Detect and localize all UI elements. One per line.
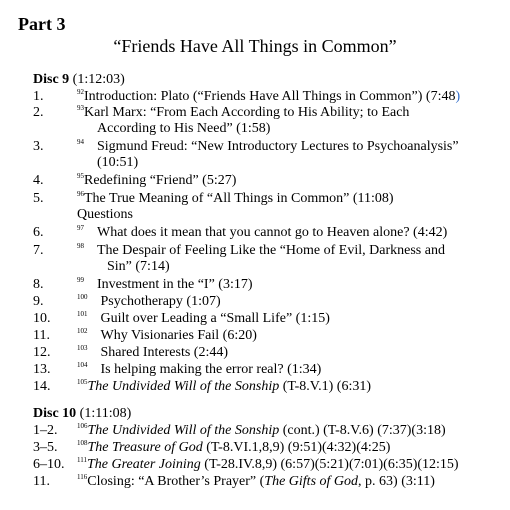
disc-label: Disc 10 <box>33 406 77 421</box>
item-text: $^{102}$ Why Visionaries Fail (6:20) <box>77 327 257 343</box>
item-number: 4. <box>33 173 44 188</box>
footnote-ref: 93 <box>77 104 84 112</box>
footnote-ref: 111 <box>77 456 87 464</box>
item-number: 9. <box>33 294 44 309</box>
item-text-continuation: According to His Need” (1:58) <box>97 121 271 136</box>
work-title: The Gifts of God <box>264 474 359 489</box>
footnote-ref: 100 <box>77 293 88 301</box>
closing-paren: ) <box>455 89 461 104</box>
item-text: $^{99}$ Investment in the “I” (3:17) <box>77 276 253 292</box>
item-number: 3–5. <box>33 440 58 455</box>
work-title: The Treasure of God <box>87 440 203 455</box>
footnote-ref: 97 <box>77 224 84 232</box>
item-text: $^{105}$The Undivided Will of the Sonship (T-8.V.1) (6:31) <box>77 378 371 394</box>
item-number: 11. <box>33 474 50 489</box>
footnote-ref: 95 <box>77 172 84 180</box>
item-text: $^{108}$The Treasure of God (T-8.VI.1,8,9) (9:51)(4:32)(4:25) <box>77 439 391 455</box>
item-text: $^{103}$ Shared Interests (2:44) <box>77 344 229 360</box>
section-title: “Friends Have All Things in Common” <box>113 36 397 56</box>
item-text: $^{98}$ The Despair of Feeling Like the “Home of Evil, Darkness and <box>77 242 445 258</box>
work-title: The Greater Joining <box>86 457 201 472</box>
item-number: 14. <box>33 379 51 394</box>
footnote-ref: 99 <box>77 276 84 284</box>
work-title: The Undivided Will of the Sonship <box>87 379 280 394</box>
item-number: 1. <box>33 89 44 104</box>
item-number: 10. <box>33 311 51 326</box>
footnote-ref: 98 <box>77 242 84 250</box>
work-title: The Undivided Will of the Sonship <box>87 423 280 438</box>
part-heading: Part 3 <box>18 14 66 34</box>
item-number: 7. <box>33 243 44 258</box>
item-number: 6. <box>33 225 44 240</box>
footnote-ref: 104 <box>77 361 88 369</box>
item-text: $^{95}$Redefining “Friend” (5:27) <box>77 172 237 188</box>
item-text: $^{111}$The Greater Joining (T-28.IV.8,9) (6:57)(5:21)(7:01)(6:35)(12:15) <box>77 456 459 472</box>
footnote-ref: 105 <box>77 378 88 386</box>
disc-9-heading <box>33 72 125 88</box>
footnote-ref: 102 <box>77 327 88 335</box>
item-number: 2. <box>33 105 44 120</box>
item-text: $^{101}$ Guilt over Leading a “Small Life” (1:15) <box>77 310 330 326</box>
footnote-ref: 103 <box>77 344 88 352</box>
item-number: 3. <box>33 139 44 154</box>
footnote-ref: 108 <box>77 439 88 447</box>
item-text: $^{116}$Closing: “A Brother’s Prayer” (The Gifts of God, p. 63) (3:11) <box>77 473 435 489</box>
item-number: 12. <box>33 345 51 360</box>
item-number: 11. <box>33 328 50 343</box>
footnote-ref: 92 <box>77 88 84 96</box>
item-number: 6–10. <box>33 457 65 472</box>
footnote-ref: 96 <box>77 190 84 198</box>
disc-duration: (1:11:08) <box>79 406 132 421</box>
item-number: 5. <box>33 191 44 206</box>
item-text: $^{93}$Karl Marx: “From Each According to His Ability; to Each <box>77 104 410 120</box>
footnote-ref: 101 <box>77 310 88 318</box>
item-text-continuation: (10:51) <box>97 155 139 170</box>
footnote-ref: 94 <box>77 138 84 146</box>
disc-10-heading <box>33 406 131 422</box>
disc-label: Disc 9 <box>33 72 70 87</box>
disc-duration: (1:12:03) <box>72 72 125 87</box>
item-text: $^{96}$The True Meaning of “All Things in Common” (11:08) <box>77 190 394 206</box>
item-text: $^{106}$The Undivided Will of the Sonship (cont.) (T-8.V.6) (7:37)(3:18) <box>77 422 446 438</box>
item-text: $^{97}$ What does it mean that you cannot go to Heaven alone? (4:42) <box>77 224 448 240</box>
item-number: 13. <box>33 362 51 377</box>
item-text: $^{92}$Introduction: Plato (“Friends Have All Things in Common”) (7:48) <box>77 88 461 104</box>
footnote-ref: 116 <box>77 473 88 481</box>
footnote-ref: 106 <box>77 422 88 430</box>
item-number: 1–2. <box>33 423 58 438</box>
item-text: $^{104}$ Is helping making the error real? (1:34) <box>77 361 322 377</box>
item-text: $^{100}$ Psychotherapy (1:07) <box>77 293 221 309</box>
item-number: 8. <box>33 277 44 292</box>
item-text: $^{94}$ Sigmund Freud: “New Introductory Lectures to Psychoanalysis” <box>77 138 459 154</box>
item-text-continuation: Sin” (7:14) <box>107 259 170 274</box>
questions-heading: Questions <box>77 207 133 222</box>
